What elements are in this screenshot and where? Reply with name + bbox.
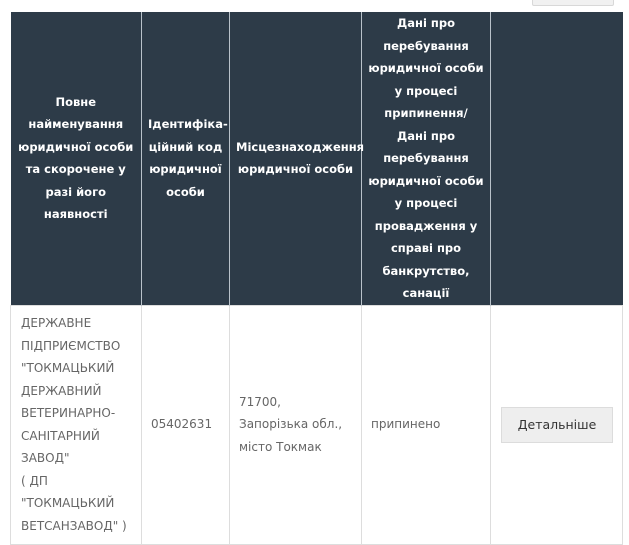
cell-id-code: 05402631 xyxy=(142,305,230,544)
header-location: Місцезнаходження юридичної особи xyxy=(230,12,362,305)
entity-full-name: ДЕРЖАВНЕ ПІДПРИЄМСТВО "ТОКМАЦЬКИЙ ДЕРЖАВНИЙ ВЕТЕРИНАРНО-САНІТАРНИЙ ЗАВОД" xyxy=(21,316,121,465)
details-button[interactable]: Детальніше xyxy=(501,407,613,443)
entity-short-name: ( ДП "ТОКМАЦЬКИЙ ВЕТСАНЗАВОД" ) xyxy=(21,473,127,533)
cell-full-name xyxy=(11,305,142,544)
header-actions xyxy=(491,12,623,305)
cell-status: припинено xyxy=(362,305,491,544)
header-id-code: Ідентифіка-ційний код юридичної особи xyxy=(142,12,230,305)
table-header-row xyxy=(11,12,623,305)
table-row xyxy=(11,305,623,544)
cell-location: 71700, Запорізька обл., місто Токмак xyxy=(230,305,362,544)
header-full-name: Повне найменування юридичної особи та скорочене у разі його наявності xyxy=(11,12,142,305)
cell-actions xyxy=(491,305,623,544)
header-termination-status: Дані про перебування юридичної особи у процесі припинення/ Дані про перебування юридичної особи у процесі провадження у справі про банкрутство, санації xyxy=(362,12,491,305)
legal-entity-table xyxy=(10,12,623,545)
top-button[interactable] xyxy=(532,0,614,6)
